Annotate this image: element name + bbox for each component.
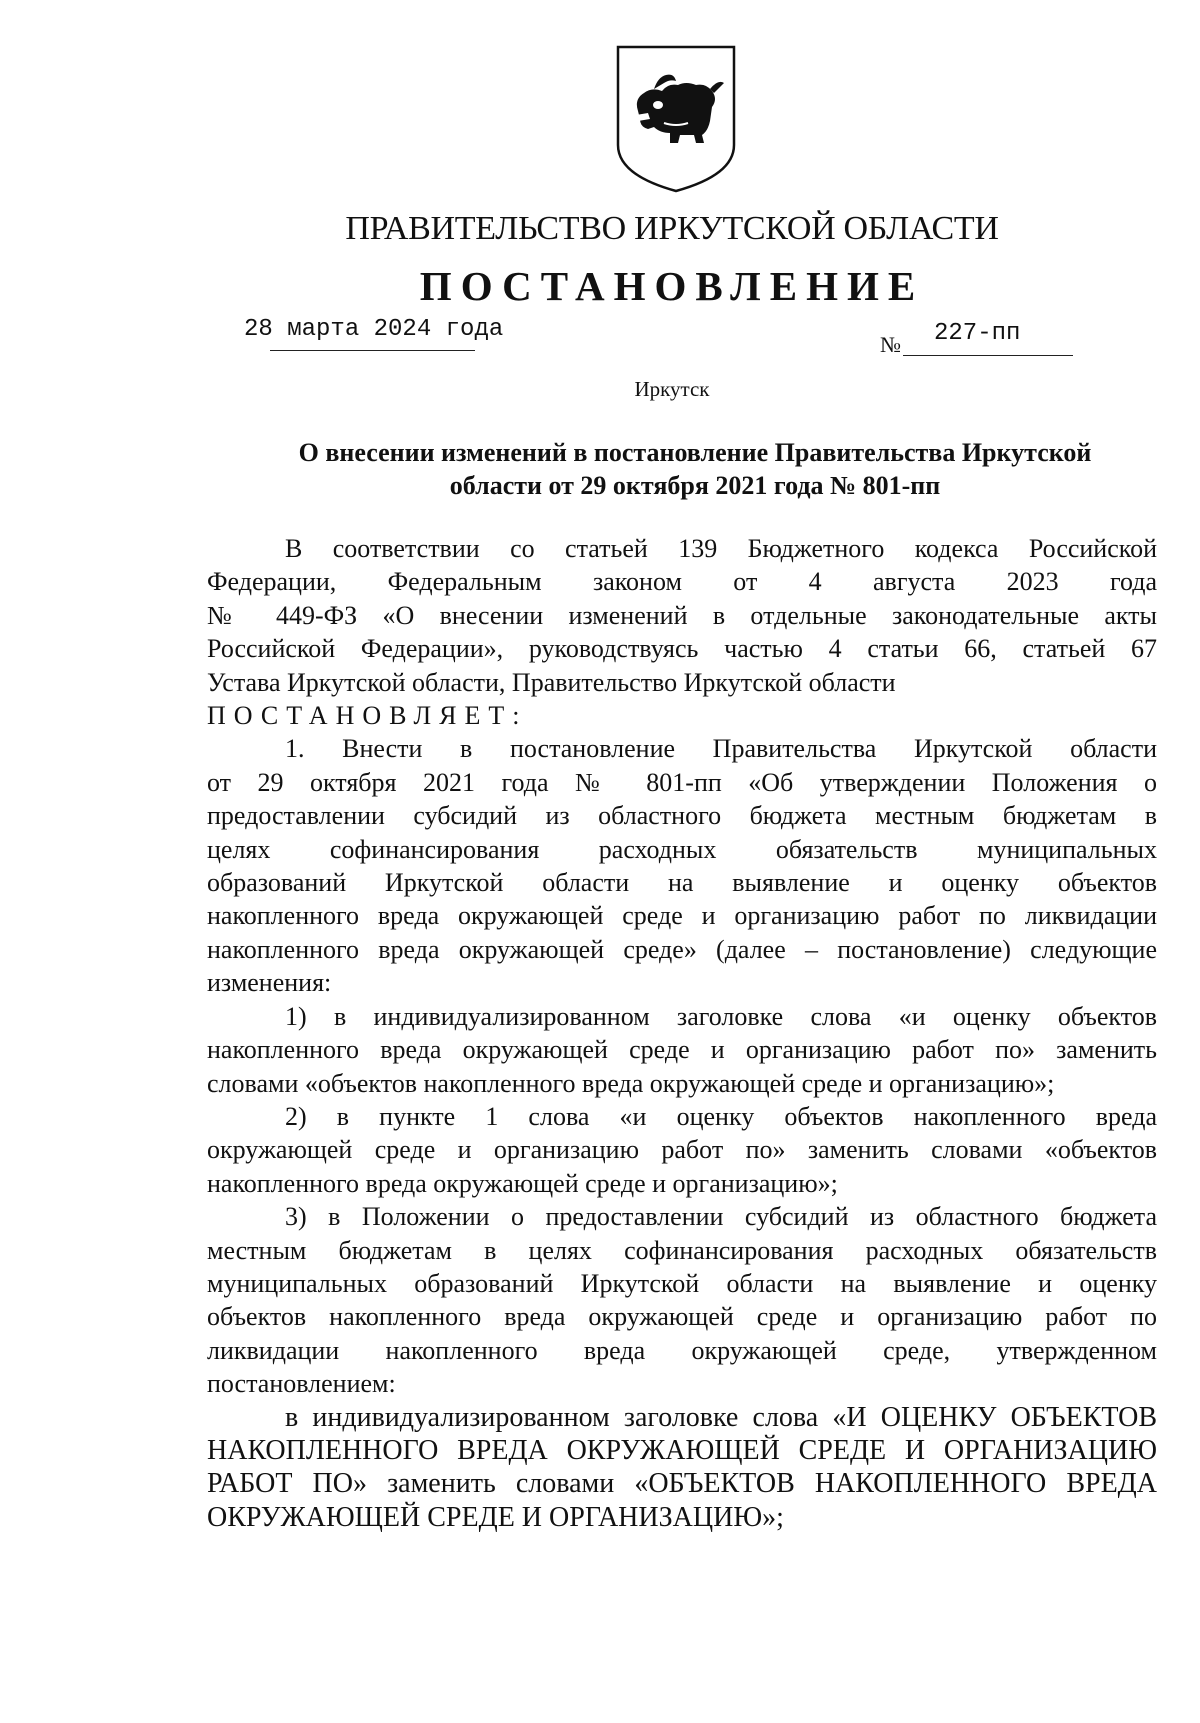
- subitem-line: 2) в пункте 1 слова «и оценку объектов накопленного вреда: [285, 1101, 1157, 1131]
- caps-line: РАБОТ ПО» заменить словами «ОБЪЕКТОВ НАКОПЛЕННОГО ВРЕДА: [207, 1468, 1157, 1500]
- document-number: 227-пп: [934, 320, 1021, 347]
- preamble-line: Российской Федерации», руководствуясь частью 4 статьи 66, статьей 67: [207, 634, 1157, 664]
- item-line: накопленного вреда окружающей среде и организацию работ по ликвидации: [207, 901, 1157, 931]
- subitem-line: словами «объектов накопленного вреда окружающей среде и организацию»;: [207, 1068, 1055, 1098]
- date-underline: [270, 350, 475, 351]
- item-line: предоставлении субсидий из областного бюджета местным бюджетам в: [207, 801, 1157, 831]
- subitem-line: окружающей среде и организацию работ по» заменить словами «объектов: [207, 1135, 1157, 1165]
- resolves-heading: ПОСТАНОВЛЯЕТ:: [207, 701, 528, 731]
- item-line: образований Иркутской области на выявление и оценку объектов: [207, 868, 1157, 898]
- item-line: накопленного вреда окружающей среде» (далее – постановление) следующие: [207, 934, 1157, 964]
- item-line: целях софинансирования расходных обязательств муниципальных: [207, 834, 1157, 864]
- document-date: 28 марта 2024 года: [244, 316, 504, 343]
- government-name: ПРАВИТЕЛЬСТВО ИРКУТСКОЙ ОБЛАСТИ: [345, 210, 999, 247]
- subitem-line: постановлением:: [207, 1369, 396, 1399]
- caps-line: в индивидуализированном заголовке слова «И ОЦЕНКУ ОБЪЕКТОВ: [285, 1401, 1157, 1433]
- subitem-line: объектов накопленного вреда окружающей среде и организацию работ по: [207, 1302, 1157, 1332]
- subitem-line: ликвидации накопленного вреда окружающей среде, утвержденном: [207, 1335, 1157, 1365]
- caps-line: НАКОПЛЕННОГО ВРЕДА ОКРУЖАЮЩЕЙ СРЕДЕ И ОРГАНИЗАЦИЮ: [207, 1434, 1157, 1466]
- subitem-line: накопленного вреда окружающей среде и организацию работ по» заменить: [207, 1035, 1157, 1065]
- title-line: О внесении изменений в постановление Правительства Иркутской: [298, 438, 1092, 467]
- caps-line: ОКРУЖАЮЩЕЙ СРЕДЕ И ОРГАНИЗАЦИЮ»;: [207, 1501, 784, 1533]
- item-line: изменения:: [207, 968, 332, 998]
- document-title: [225, 436, 1165, 502]
- subitem-line: местным бюджетам в целях софинансирования расходных обязательств: [207, 1235, 1157, 1265]
- preamble-line: Федерации, Федеральным законом от 4 августа 2023 года: [207, 567, 1157, 597]
- coat-of-arms-icon: [614, 43, 738, 195]
- subitem-line: 1) в индивидуализированном заголовке слова «и оценку объектов: [285, 1001, 1157, 1031]
- preamble-line: № 449-ФЗ «О внесении изменений в отдельные законодательные акты: [207, 600, 1157, 630]
- title-line: области от 29 октября 2021 года № 801-пп: [449, 471, 941, 500]
- subitem-line: 3) в Положении о предоставлении субсидий из областного бюджета: [285, 1202, 1157, 1232]
- number-underline: [903, 355, 1073, 356]
- item-line: 1. Внести в постановление Правительства Иркутской области: [285, 734, 1157, 764]
- item-line: от 29 октября 2021 года № 801-пп «Об утверждении Положения о: [207, 767, 1157, 797]
- preamble-line: В соответствии со статьей 139 Бюджетного кодекса Российской: [285, 534, 1157, 563]
- city: Иркутск: [634, 377, 710, 401]
- document-type: ПОСТАНОВЛЕНИЕ: [419, 263, 925, 309]
- preamble-line: Устава Иркутской области, Правительство Иркутской области: [207, 667, 896, 697]
- number-sign: №: [880, 332, 901, 357]
- document-body: [207, 532, 1157, 1534]
- subitem-line: накопленного вреда окружающей среде и организацию»;: [207, 1168, 838, 1198]
- subitem-line: муниципальных образований Иркутской области на выявление и оценку: [207, 1268, 1157, 1298]
